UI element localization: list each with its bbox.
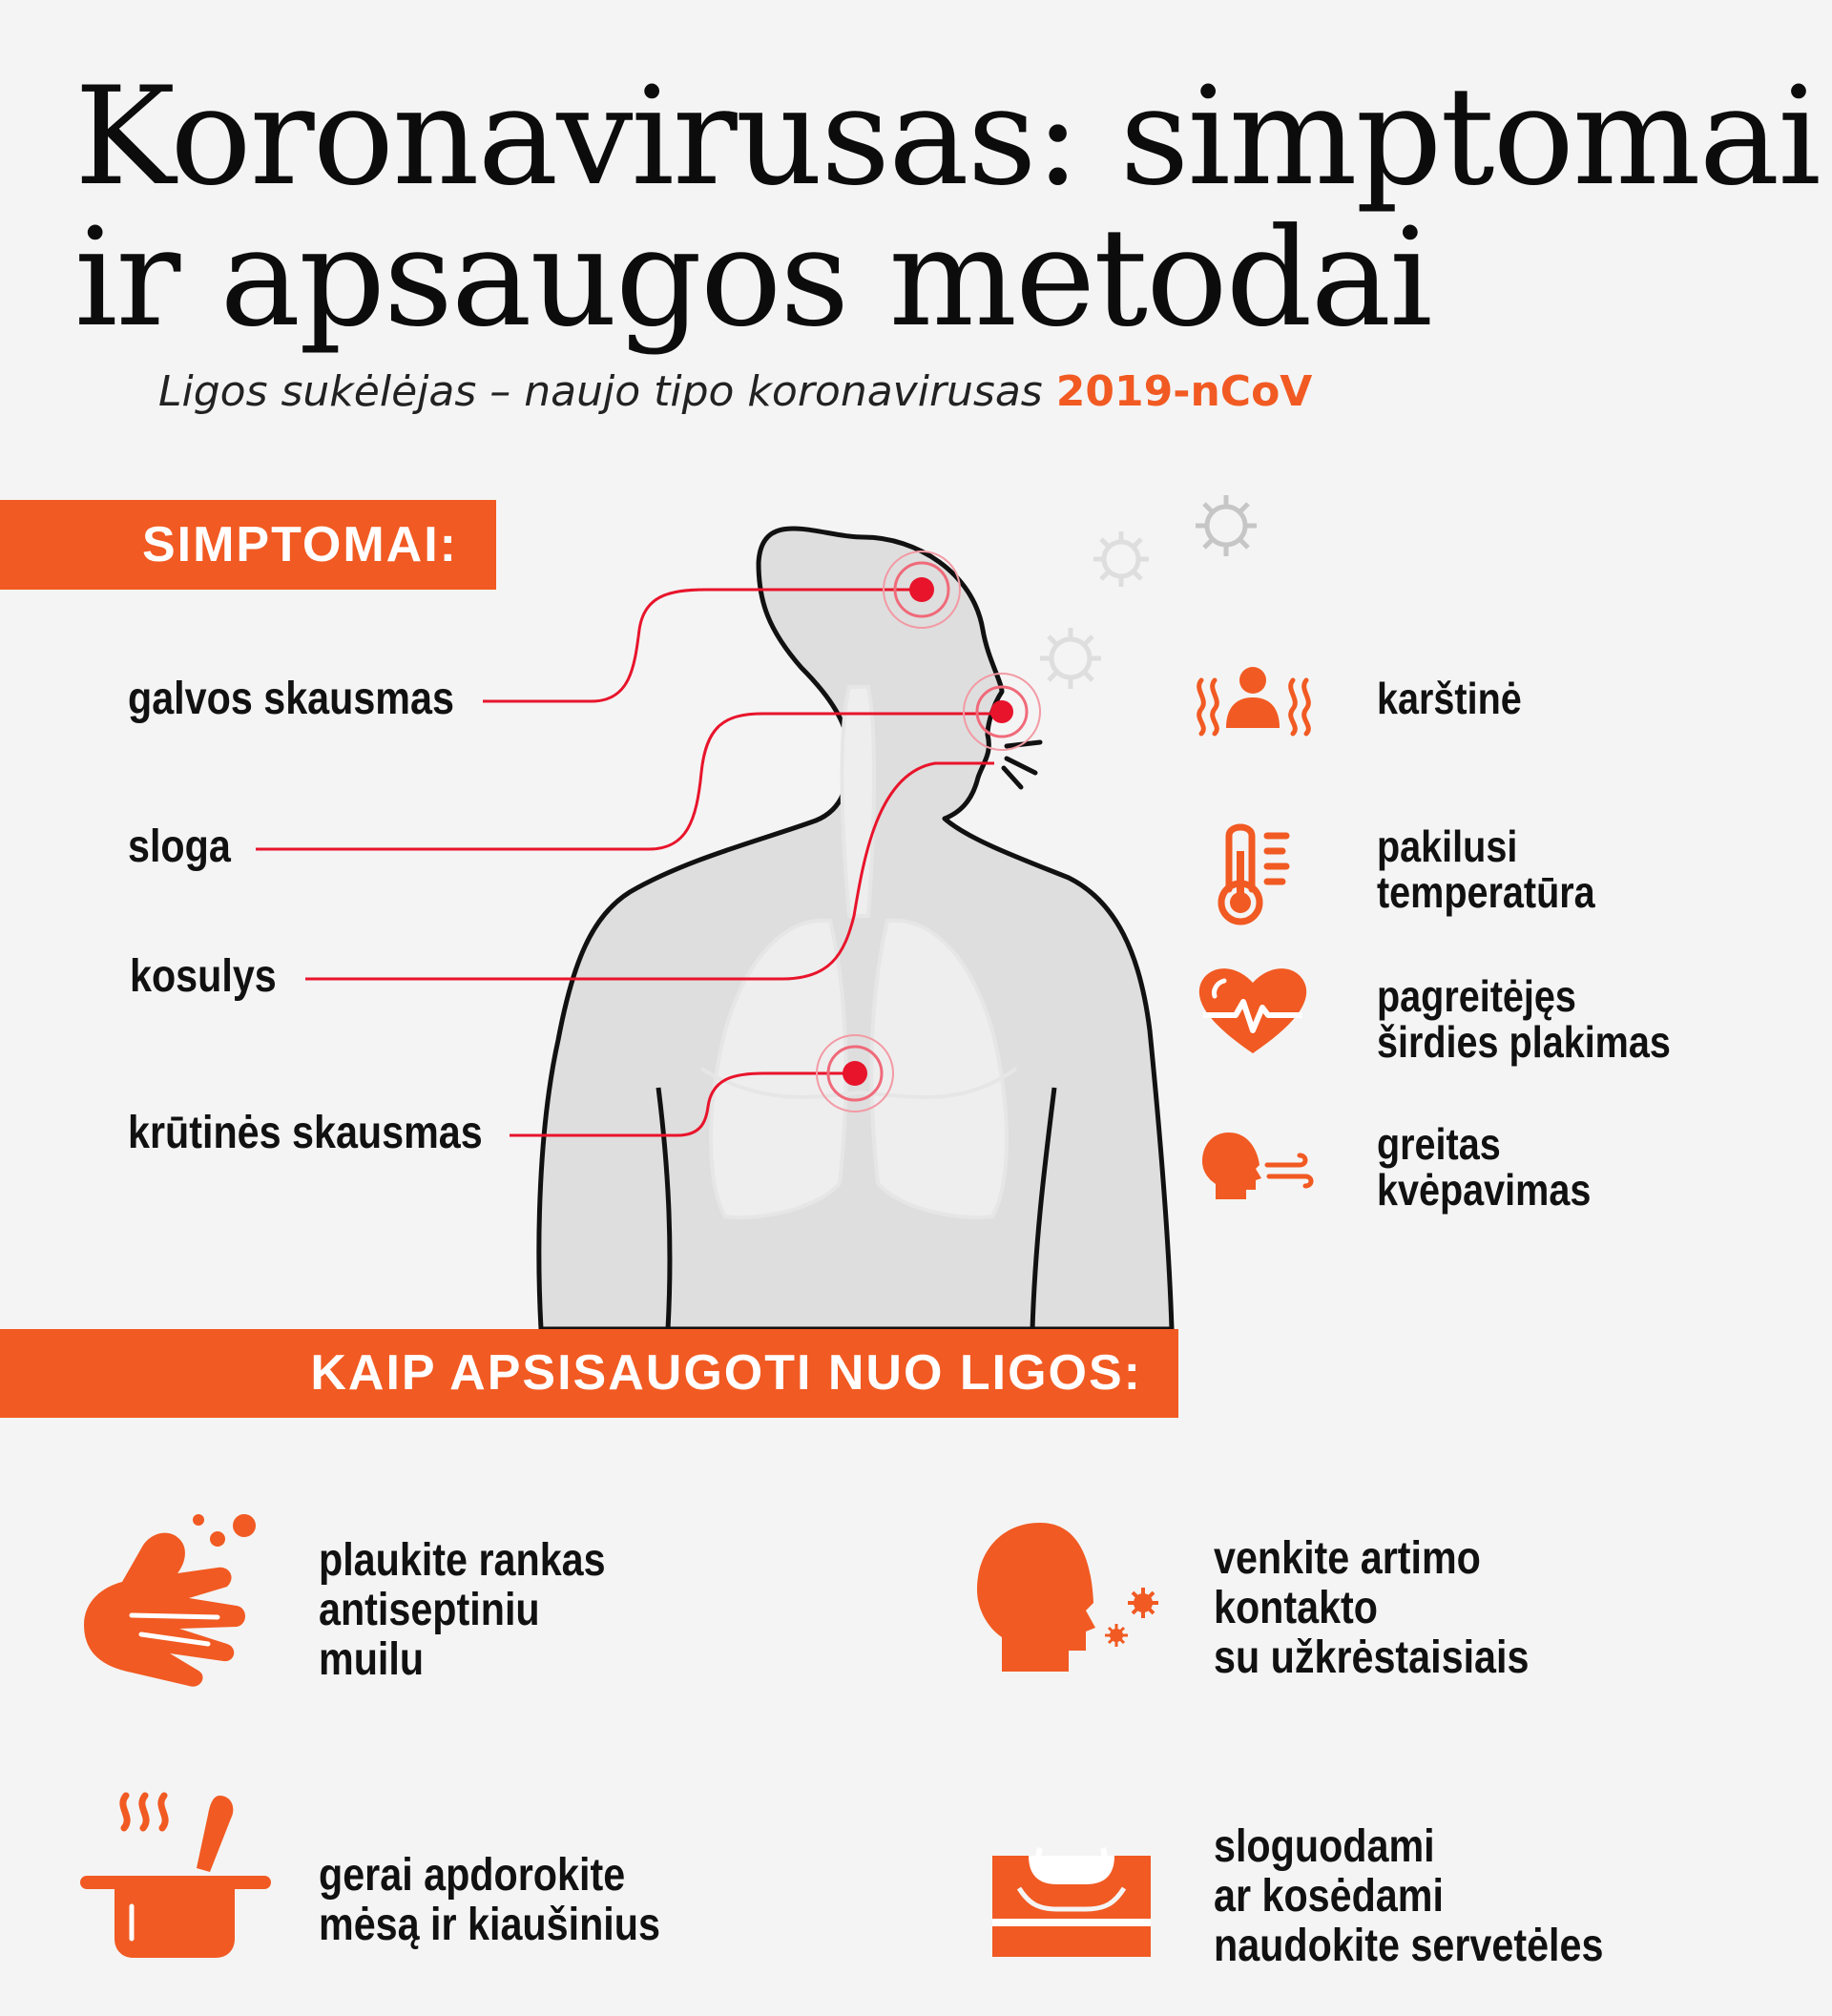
hand-washing-icon	[74, 1510, 265, 1692]
pain-point-nose	[964, 674, 1040, 750]
protection-use-tissues-line-1: sloguodami	[1214, 1821, 1435, 1872]
protection-cook-food-line-1: gerai apdorokite	[319, 1850, 626, 1901]
symptom-breathing	[1377, 1121, 1591, 1213]
symptom-runny-nose: sloga	[128, 821, 231, 872]
connector-runny-nose	[256, 714, 1002, 849]
virus-particle-icon	[1105, 1624, 1128, 1647]
protection-hand-washing-line-2: antiseptiniu	[319, 1585, 540, 1635]
protection-avoid-contact-line-3: su užkrėstaisiais	[1214, 1632, 1530, 1683]
symptom-fever-line-1: karštinė	[1377, 674, 1522, 723]
symptom-breathing-line-2: kvėpavimas	[1377, 1165, 1592, 1215]
symptom-fever	[1377, 675, 1522, 721]
title-line-2: ir apsaugos metodai	[74, 199, 1431, 357]
connector-cough	[305, 763, 994, 979]
thermometer-icon	[1212, 822, 1298, 927]
symptom-temperature	[1377, 823, 1595, 915]
protection-use-tissues-line-2: ar kosėdami	[1214, 1871, 1444, 1922]
symptom-heartbeat-line-1: pagreitėjęs	[1377, 971, 1576, 1021]
symptom-temperature-line-1: pakilusi	[1377, 821, 1518, 871]
breathing-head-icon	[1200, 1129, 1315, 1205]
protection-cook-food	[319, 1851, 660, 1950]
virus-code: 2019-nCoV	[1055, 367, 1313, 416]
symptom-heartbeat	[1377, 973, 1671, 1065]
protection-avoid-contact-line-2: kontakto	[1214, 1583, 1379, 1633]
protection-avoid-contact	[1214, 1534, 1529, 1683]
connector-chest-pain	[510, 1073, 855, 1135]
tissue-box-icon	[990, 1846, 1162, 1961]
symptom-breathing-line-1: greitas	[1377, 1119, 1501, 1169]
protection-cook-food-line-2: mėsą ir kiaušinius	[319, 1900, 660, 1950]
heartbeat-icon	[1196, 964, 1310, 1059]
symptoms-banner: SIMPTOMAI:	[0, 500, 496, 590]
protection-use-tissues	[1214, 1822, 1603, 1971]
cooking-pot-icon	[76, 1786, 277, 1967]
pain-point-chest	[817, 1035, 893, 1112]
pain-point-head	[884, 551, 960, 628]
subtitle-text: Ligos sukėlėjas – naujo tipo koronavirusas	[158, 367, 1043, 416]
symptom-chest-pain: krūtinės skausmas	[128, 1108, 483, 1158]
title-line-1: Koronavirusas: simptomai	[74, 58, 1820, 216]
symptom-temperature-line-2: temperatūra	[1377, 867, 1595, 917]
connector-headache	[483, 590, 922, 701]
protection-hand-washing-line-3: muilu	[319, 1634, 425, 1685]
virus-particle-icon	[1128, 1588, 1158, 1618]
protection-hand-washing-line-1: plaukite rankas	[319, 1535, 606, 1586]
sneezing-head-icon	[973, 1517, 1164, 1679]
protection-avoid-contact-line-1: venkite artimo	[1214, 1533, 1481, 1584]
protection-use-tissues-line-3: naudokite servetėles	[1214, 1921, 1604, 1971]
symptom-cough: kosulys	[130, 951, 277, 1002]
protection-hand-washing	[319, 1536, 606, 1685]
symptom-headache: galvos skausmas	[128, 674, 454, 724]
symptom-heartbeat-line-2: širdies plakimas	[1377, 1017, 1671, 1067]
protection-banner: KAIP APSISAUGOTI NUO LIGOS:	[0, 1329, 1178, 1418]
fever-person-icon	[1186, 661, 1320, 738]
